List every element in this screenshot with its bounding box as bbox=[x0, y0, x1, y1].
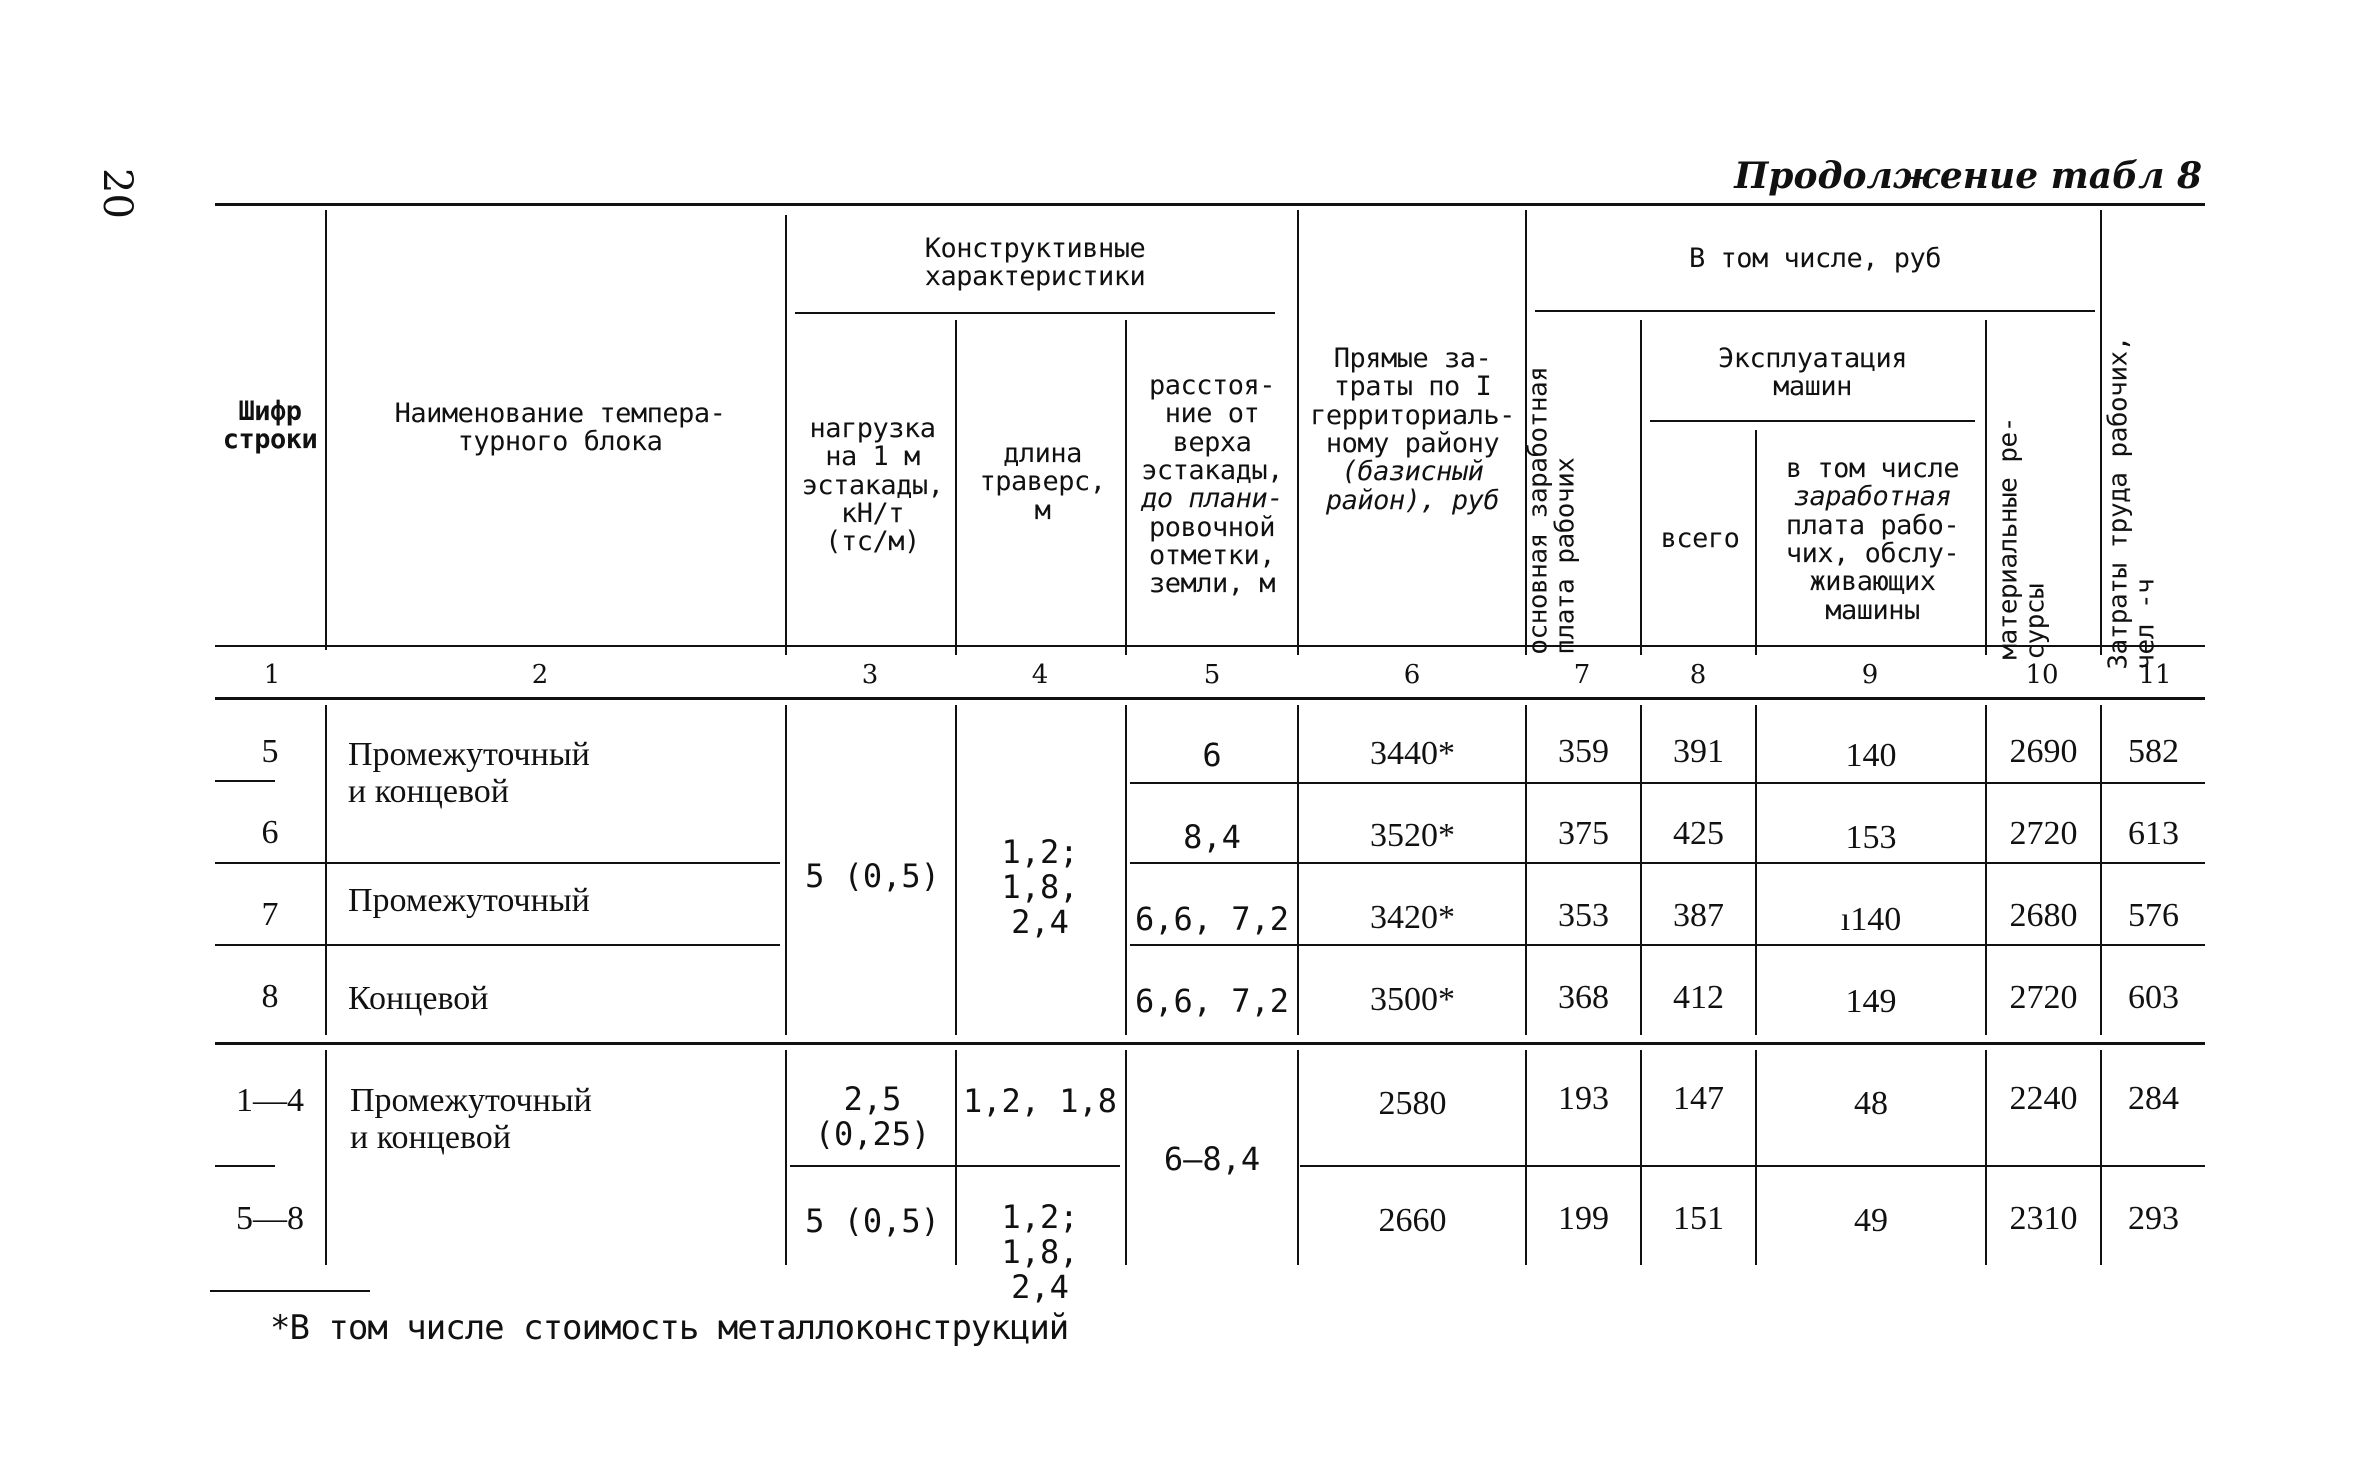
header-pryamye: Прямые за- траты по I герриториаль- ному району (базисный район), руб bbox=[1310, 343, 1515, 516]
material-5-8: 2310 bbox=[2009, 1200, 2078, 1237]
header-material: материальные ре- сурсы bbox=[1993, 417, 2051, 660]
wages-r6: 375 bbox=[1558, 815, 1609, 852]
vline-h4 bbox=[1125, 320, 1127, 655]
vline-h8 bbox=[1755, 430, 1757, 655]
vline-h5 bbox=[1297, 210, 1299, 655]
total-r8: 412 bbox=[1673, 979, 1724, 1016]
colnum-top-rule bbox=[215, 645, 2205, 647]
header-konstr: Конструктивные характеристики bbox=[924, 233, 1146, 293]
dist-r6: 8,4 bbox=[1183, 818, 1241, 856]
trav-b1: 1,2, 1,8 bbox=[962, 1082, 1118, 1120]
code-7: 7 bbox=[261, 896, 279, 933]
code-5-8: 5—8 bbox=[236, 1200, 304, 1237]
name-group-b: Промежуточный и концевой bbox=[350, 1082, 592, 1157]
colnum-2: 2 bbox=[531, 660, 549, 690]
rule-b-code bbox=[215, 1165, 275, 1167]
incl-r6: 153 bbox=[1845, 819, 1897, 856]
name-row8: Концевой bbox=[348, 980, 489, 1017]
load-b1: 2,5 (0,25) bbox=[814, 1080, 931, 1154]
colnum-11: 11 bbox=[2138, 660, 2172, 690]
header-vtch: в том числе заработная плата рабо- чих, обслу- живающих машины bbox=[1785, 453, 1960, 626]
direct-r6: 3520* bbox=[1370, 817, 1455, 854]
vline-h7 bbox=[1640, 320, 1642, 655]
total-r6: 425 bbox=[1673, 815, 1724, 852]
header-ekspl: Эксплуатация машин bbox=[1717, 343, 1908, 403]
total-5-8: 151 bbox=[1673, 1200, 1724, 1237]
labor-1-4: 284 bbox=[2128, 1080, 2179, 1117]
rule-r5-data bbox=[1130, 782, 2205, 784]
ekspl-rule bbox=[1650, 420, 1975, 422]
trav-a: 1,2; 1,8, 2,4 bbox=[1001, 833, 1079, 942]
header-v-tom-chisle: В том числе, руб bbox=[1688, 243, 1942, 274]
load-a: 5 (0,5) bbox=[805, 857, 940, 895]
table-caption: Продолжение табл 8 bbox=[1734, 155, 2202, 197]
material-r8: 2720 bbox=[2009, 979, 2078, 1016]
table-top-rule bbox=[215, 203, 2205, 206]
dist-r7: 6,6, 7,2 bbox=[1134, 900, 1290, 938]
total-1-4: 147 bbox=[1673, 1080, 1724, 1117]
rule-r7-left bbox=[215, 944, 780, 946]
konstr-rule bbox=[795, 312, 1275, 314]
labor-r5: 582 bbox=[2128, 733, 2179, 770]
page-number: 20 bbox=[94, 168, 140, 219]
v-tom-rule bbox=[1535, 310, 2095, 312]
rule-r5-code bbox=[215, 780, 275, 782]
direct-5-8: 2660 bbox=[1378, 1202, 1447, 1239]
labor-r6: 613 bbox=[2128, 815, 2179, 852]
dist-r5: 6 bbox=[1202, 736, 1222, 774]
direct-r8: 3500* bbox=[1370, 981, 1455, 1018]
material-r6: 2720 bbox=[2009, 815, 2078, 852]
colnum-3: 3 bbox=[861, 660, 879, 690]
wages-5-8: 199 bbox=[1558, 1200, 1609, 1237]
vline-h10 bbox=[2100, 210, 2102, 655]
header-dlina: длина траверс, м bbox=[979, 438, 1106, 526]
total-r5: 391 bbox=[1673, 733, 1724, 770]
code-5: 5 bbox=[261, 733, 279, 770]
header-bottom-rule bbox=[215, 697, 2205, 700]
header-rasst: расстоя- ние от верха эстакады, до плани- ровочной отметки, земли, м bbox=[1141, 370, 1283, 600]
labor-r8: 603 bbox=[2128, 979, 2179, 1016]
direct-r5: 3440* bbox=[1370, 735, 1455, 772]
header-zatraty: Затраты труда рабочих, чел -ч bbox=[2103, 336, 2161, 670]
vline-h1 bbox=[325, 210, 327, 650]
name-row7: Промежуточный bbox=[348, 882, 590, 919]
vline-h9 bbox=[1985, 320, 1987, 655]
vline-a2 bbox=[785, 705, 787, 1035]
vline-b2 bbox=[785, 1050, 787, 1265]
vline-a5 bbox=[1297, 705, 1299, 1035]
header-shifr: Шифр строки bbox=[222, 396, 318, 456]
rule-r6-left bbox=[215, 862, 780, 864]
vline-h2 bbox=[785, 215, 787, 655]
code-8: 8 bbox=[261, 978, 279, 1015]
colnum-5: 5 bbox=[1203, 660, 1221, 690]
incl-5-8: 49 bbox=[1854, 1202, 1888, 1239]
labor-r7: 576 bbox=[2128, 897, 2179, 934]
wages-r8: 368 bbox=[1558, 979, 1609, 1016]
vline-h3 bbox=[955, 320, 957, 655]
total-r7: 387 bbox=[1673, 897, 1724, 934]
colnum-9: 9 bbox=[1861, 660, 1879, 690]
footnote-rule bbox=[210, 1290, 370, 1292]
colnum-10: 10 bbox=[2025, 660, 2059, 690]
wages-r7: 353 bbox=[1558, 897, 1609, 934]
trav-b2: 1,2; 1,8, 2,4 bbox=[1001, 1198, 1079, 1307]
code-6: 6 bbox=[261, 814, 279, 851]
colnum-8: 8 bbox=[1689, 660, 1707, 690]
code-1-4: 1—4 bbox=[236, 1082, 304, 1119]
material-r7: 2680 bbox=[2009, 897, 2078, 934]
rule-b-data bbox=[1300, 1165, 2205, 1167]
labor-5-8: 293 bbox=[2128, 1200, 2179, 1237]
wages-r5: 359 bbox=[1558, 733, 1609, 770]
vline-b5 bbox=[1297, 1050, 1299, 1265]
incl-r8: 149 bbox=[1845, 983, 1897, 1020]
colnum-4: 4 bbox=[1031, 660, 1049, 690]
dist-r8: 6,6, 7,2 bbox=[1134, 982, 1290, 1020]
header-nagruzka: нагрузка на 1 м эстакады, кН/т (тс/м) bbox=[801, 413, 944, 558]
rule-r6-data bbox=[1130, 862, 2205, 864]
direct-r7: 3420* bbox=[1370, 899, 1455, 936]
incl-r5: 140 bbox=[1845, 737, 1897, 774]
wages-1-4: 193 bbox=[1558, 1080, 1609, 1117]
rule-r7-data bbox=[1130, 944, 2205, 946]
name-group-a: Промежуточный и концевой bbox=[348, 736, 590, 811]
colnum-7: 7 bbox=[1573, 660, 1591, 690]
group-divider-rule bbox=[215, 1042, 2205, 1045]
header-vsego: всего bbox=[1660, 523, 1740, 554]
incl-r7: ı140 bbox=[1840, 901, 1902, 938]
vline-b1 bbox=[325, 1050, 327, 1265]
material-r5: 2690 bbox=[2009, 733, 2078, 770]
incl-1-4: 48 bbox=[1854, 1085, 1888, 1122]
dist-b: 6—8,4 bbox=[1163, 1140, 1261, 1178]
footnote: *В том числе стоимость металлоконструкций bbox=[270, 1308, 1069, 1348]
rule-b-load bbox=[790, 1165, 1120, 1167]
load-b2: 5 (0,5) bbox=[805, 1202, 940, 1240]
vline-a1 bbox=[325, 705, 327, 1035]
direct-1-4: 2580 bbox=[1378, 1085, 1447, 1122]
colnum-6: 6 bbox=[1403, 660, 1421, 690]
header-osnovnaya: основная заработная плата рабочих bbox=[1523, 366, 1581, 655]
header-name: Наименование темпера- турного блока bbox=[394, 398, 726, 458]
material-1-4: 2240 bbox=[2009, 1080, 2078, 1117]
colnum-1: 1 bbox=[263, 660, 281, 690]
